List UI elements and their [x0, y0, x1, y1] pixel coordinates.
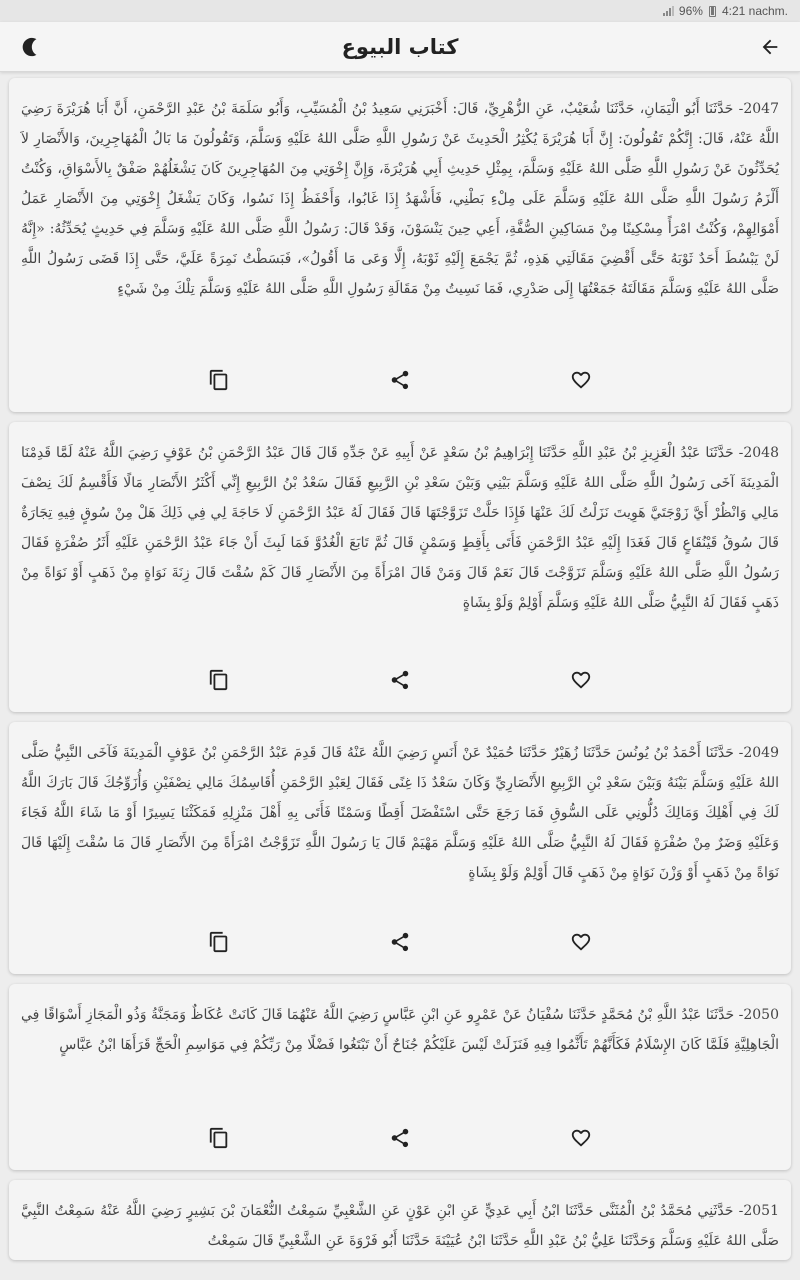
signal-icon [663, 6, 673, 16]
heart-icon[interactable] [567, 1124, 595, 1152]
card-actions [9, 910, 791, 974]
card-actions [9, 648, 791, 712]
battery-icon [709, 6, 716, 17]
hadith-text: 2049- حَدَّثَنَا أَحْمَدُ بْنُ يُونُسَ حَدَّثَنَا زُهَيْرٌ حَدَّثَنَا حُمَيْدٌ عَنْ أَنَسٍ رَضِيَ اللَّهُ عَنْهُ قَالَ قَدِمَ عَبْدُ الرَّحْمَنِ بْنُ عَوْفٍ الْمَدِينَةَ فَآخَى النَّبِيُّ صَلَّى اللهُ عَلَيْهِ وَسَلَّمَ بَيْنَهُ وَبَيْنَ سَعْدِ بْنِ الرَّبِيعِ الأَنْصَارِيِّ وَكَانَ سَعْدٌ ذَا غِنًى فَقَالَ لِعَبْدِ الرَّحْمَنِ أُقَاسِمُكَ مَالِي نِصْفَيْنِ وَأُزَوِّجُكَ قَالَ بَارَكَ اللَّهُ لَكَ فِي أَهْلِكَ وَمَالِكَ دُلُّونِي عَلَى السُّوقِ فَمَا رَجَعَ حَتَّى اسْتَفْضَلَ أَقِطًا وَسَمْنًا فَأَتَى بِهِ أَهْلَ مَنْزِلِهِ فَمَكَثْنَا يَسِيرًا أَوْ مَا شَاءَ اللَّهُ فَجَاءَ وَعَلَيْهِ وَضَرٌ مِنْ صُفْرَةٍ فَقَالَ لَهُ النَّبِيُّ صَلَّى اللهُ عَلَيْهِ وَسَلَّمَ مَهْيَمْ قَالَ يَا رَسُولَ اللَّهِ تَزَوَّجْتُ امْرَأَةً مِنَ الأَنْصَارِ قَالَ مَا سُقْتَ إِلَيْهَا قَالَ نَوَاةً مِنْ ذَهَبٍ أَوْ وَزْنَ نَوَاةٍ مِنْ ذَهَبٍ قَالَ أَوْلِمْ وَلَوْ بِشَاةٍ [21, 745, 779, 881]
heart-icon[interactable] [567, 928, 595, 956]
clock: 4:21 nachm. [721, 4, 788, 18]
hadith-card [9, 422, 791, 712]
hadith-card [9, 722, 791, 974]
copy-icon[interactable] [205, 366, 233, 394]
share-icon[interactable] [386, 1124, 414, 1152]
share-icon[interactable] [386, 666, 414, 694]
page-title: كتاب البيوع [341, 34, 459, 59]
card-actions [9, 1106, 791, 1170]
hadith-text: 2051- حَدَّثَنِي مُحَمَّدُ بْنُ الْمُثَنَّى حَدَّثَنَا ابْنُ أَبِي عَدِيٍّ عَنِ ابْنِ عَوْنٍ عَنِ الشَّعْبِيِّ سَمِعْتُ النُّعْمَانَ بْنَ بَشِيرٍ رَضِيَ اللَّهُ عَنْهُ سَمِعْتُ النَّبِيَّ صَلَّى اللهُ عَلَيْهِ وَسَلَّمَ وَحَدَّثَنَا عَلِيُّ بْنُ عَبْدِ اللَّهِ حَدَّثَنَا ابْنُ عُيَيْنَةَ حَدَّثَنَا أَبُو فَرْوَةَ عَنِ الشَّعْبِيِّ قَالَ سَمِعْتُ [21, 1203, 779, 1249]
card-actions [9, 348, 791, 412]
hadith-text: 2048- حَدَّثَنَا عَبْدُ الْعَزِيزِ بْنُ عَبْدِ اللَّهِ حَدَّثَنَا إِبْرَاهِيمُ بْنُ سَعْدٍ عَنْ أَبِيهِ عَنْ جَدِّهِ قَالَ قَالَ عَبْدُ الرَّحْمَنِ بْنُ عَوْفٍ رَضِيَ اللَّهُ عَنْهُ لَمَّا قَدِمْنَا الْمَدِينَةَ آخَى رَسُولُ اللَّهِ صَلَّى اللهُ عَلَيْهِ وَسَلَّمَ بَيْنِي وَبَيْنَ سَعْدِ بْنِ الرَّبِيعِ فَقَالَ سَعْدُ بْنُ الرَّبِيعِ إِنِّي أَكْثَرُ الأَنْصَارِ مَالًا فَأَقْسِمُ لَكَ نِصْفَ مَالِي وَانْظُرْ أَيَّ زَوْجَتَيَّ هَوِيتَ نَزَلْتُ لَكَ عَنْهَا فَإِذَا حَلَّتْ تَزَوَّجْتَهَا قَالَ فَقَالَ لَهُ عَبْدُ الرَّحْمَنِ لَا حَاجَةَ لِي فِي ذَلِكَ هَلْ مِنْ سُوقٍ فِيهِ تِجَارَةٌ قَالَ سُوقُ قَيْنُقَاعٍ قَالَ فَغَدَا إِلَيْهِ عَبْدُ الرَّحْمَنِ فَأَتَى بِأَقِطٍ وَسَمْنٍ قَالَ ثُمَّ تَابَعَ الْغُدُوَّ فَمَا لَبِثَ أَنْ جَاءَ عَبْدُ الرَّحْمَنِ عَلَيْهِ أَثَرُ صُفْرَةٍ فَقَالَ رَسُولُ اللَّهِ صَلَّى اللهُ عَلَيْهِ وَسَلَّمَ تَزَوَّجْتَ قَالَ نَعَمْ قَالَ وَمَنْ قَالَ امْرَأَةً مِنَ الأَنْصَارِ قَالَ كَمْ سُقْتَ قَالَ زِنَةَ نَوَاةٍ مِنْ ذَهَبٍ أَوْ نَوَاةً مِنْ ذَهَبٍ فَقَالَ لَهُ النَّبِيُّ صَلَّى اللهُ عَلَيْهِ وَسَلَّمَ أَوْلِمْ وَلَوْ بِشَاةٍ [21, 445, 779, 611]
battery-percent: 96% [678, 4, 703, 18]
heart-icon[interactable] [567, 666, 595, 694]
status-bar [0, 0, 800, 22]
hadith-text: 2050- حَدَّثَنَا عَبْدُ اللَّهِ بْنُ مُحَمَّدٍ حَدَّثَنَا سُفْيَانُ عَنْ عَمْرٍو عَنِ ابْنِ عَبَّاسٍ رَضِيَ اللَّهُ عَنْهُمَا قَالَ كَانَتْ عُكَاظٌ وَمَجَنَّةُ وَذُو الْمَجَازِ أَسْوَاقًا فِي الْجَاهِلِيَّةِ فَلَمَّا كَانَ الإِسْلَامُ فَكَأَنَّهُمْ تَأَثَّمُوا فِيهِ فَنَزَلَتْ لَيْسَ عَلَيْكُمْ جُنَاحٌ أَنْ تَبْتَغُوا فَضْلًا مِنْ رَبِّكُمْ فِي مَوَاسِمِ الْحَجِّ قَرَأَهَا ابْنُ عَبَّاسٍ [21, 1007, 779, 1053]
copy-icon[interactable] [205, 666, 233, 694]
hadith-card [9, 1180, 791, 1260]
hadith-list [0, 72, 800, 1260]
share-icon[interactable] [386, 366, 414, 394]
hadith-text: 2047- حَدَّثَنَا أَبُو الْيَمَانِ، حَدَّثَنَا شُعَيْبٌ، عَنِ الزُّهْرِيِّ، قَالَ: أَخْبَرَنِي سَعِيدُ بْنُ الْمُسَيِّبِ، وَأَبُو سَلَمَةَ بْنُ عَبْدِ الرَّحْمَنِ، أَنَّ أَبَا هُرَيْرَةَ رَضِيَ اللَّهُ عَنْهُ، قَالَ: إِنَّكُمْ تَقُولُونَ: إِنَّ أَبَا هُرَيْرَةَ يُكْثِرُ الْحَدِيثَ عَنْ رَسُولِ اللَّهِ صَلَّى اللهُ عَلَيْهِ وَسَلَّمَ، وَتَقُولُونَ مَا بَالُ الْمُهَاجِرِينَ، وَالأَنْصَارِ لاَ يُحَدِّثُونَ عَنْ رَسُولِ اللَّهِ صَلَّى اللهُ عَلَيْهِ وَسَلَّمَ، بِمِثْلِ حَدِيثِ أَبِي هُرَيْرَةَ، وَإِنَّ إِخْوَتِي مِنَ المُهَاجِرِينَ كَانَ يَشْغَلُهُمْ صَفْقٌ بِالأَسْوَاقِ، وَكُنْتُ أَلْزَمُ رَسُولَ اللَّهِ صَلَّى اللهُ عَلَيْهِ وَسَلَّمَ عَلَى مِلْءِ بَطْنِي، فَأَشْهَدُ إِذَا غَابُوا، وَأَحْفَظُ إِذَا نَسُوا، وَكَانَ يَشْغَلُ إِخْوَتِي مِنَ الأَنْصَارِ عَمَلُ أَمْوَالِهِمْ، وَكُنْتُ امْرَأً مِسْكِينًا مِنْ مَسَاكِينِ الصُّفَّةِ، أَعِي حِينَ يَنْسَوْنَ، وَقَدْ قَالَ: رَسُولُ اللَّهِ صَلَّى اللهُ عَلَيْهِ وَسَلَّمَ فِي حَدِيثٍ يُحَدِّثُهُ: «إِنَّهُ لَنْ يَبْسُطَ أَحَدٌ ثَوْبَهُ حَتَّى أَقْضِيَ مَقَالَتِي هَذِهِ، ثُمَّ يَجْمَعَ إِلَيْهِ ثَوْبَهُ، إِلَّا وَعَى مَا أَقُولُ»، فَبَسَطْتُ نَمِرَةً عَلَيَّ، حَتَّى إِذَا قَضَى رَسُولُ اللَّهِ صَلَّى اللهُ عَلَيْهِ وَسَلَّمَ مَقَالَتَهُ جَمَعْتُهَا إِلَى صَدْرِي، فَمَا نَسِيتُ مِنْ مَقَالَةِ رَسُولِ اللَّهِ صَلَّى اللهُ عَلَيْهِ وَسَلَّمَ تِلْكَ مِنْ شَيْءٍ [21, 101, 779, 297]
moon-icon[interactable] [16, 33, 44, 61]
hadith-card [9, 78, 791, 412]
copy-icon[interactable] [205, 1124, 233, 1152]
app-bar [0, 22, 800, 72]
share-icon[interactable] [386, 928, 414, 956]
hadith-card [9, 984, 791, 1170]
arrow-left-icon[interactable] [756, 33, 784, 61]
copy-icon[interactable] [205, 928, 233, 956]
heart-icon[interactable] [567, 366, 595, 394]
